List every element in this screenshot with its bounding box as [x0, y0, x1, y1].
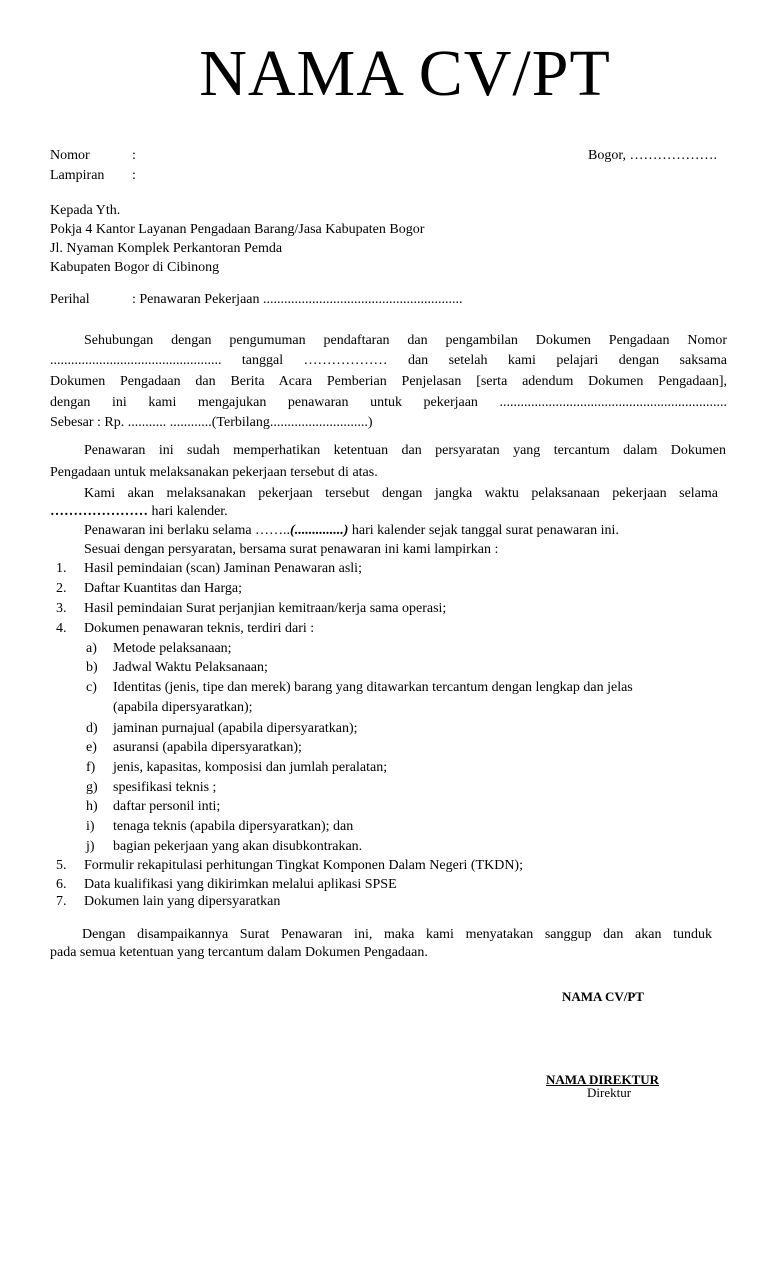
validity-text: Penawaran ini berlaku selama …….. — [84, 523, 291, 538]
subject-label: Perihal — [50, 292, 90, 307]
list-num: 4. — [56, 621, 67, 636]
body-line: ................................................. tanggal ……………… dan setelah kami pelajari dengan saksama — [50, 353, 727, 368]
sub-letter: c) — [86, 680, 97, 695]
sub-letter: b) — [86, 660, 98, 675]
sub-item: jenis, kapasitas, komposisi dan jumlah peralatan; — [113, 760, 388, 775]
sub-letter: h) — [86, 799, 98, 814]
validity-rest: hari kalender sejak tanggal surat penawaran ini. — [348, 523, 619, 538]
sub-letter: d) — [86, 721, 98, 736]
list-num: 1. — [56, 561, 67, 576]
nomor-colon: : — [132, 148, 136, 163]
sub-letter: e) — [86, 740, 97, 755]
list-item: Dokumen lain yang dipersyaratkan — [84, 894, 281, 909]
sub-item: Identitas (jenis, tipe dan merek) barang yang ditawarkan tercantum dengan lengkap dan jelas — [113, 680, 633, 695]
list-item: Dokumen penawaran teknis, terdiri dari : — [84, 621, 315, 636]
list-item: Daftar Kuantitas dan Harga; — [84, 581, 242, 596]
sub-letter: a) — [86, 641, 97, 656]
closing-line: pada semua ketentuan yang tercantum dalam Dokumen Pengadaan. — [50, 945, 428, 960]
body-line: Dokumen Pengadaan dan Berita Acara Pemberian Penjelasan [serta adendum Dokumen Pengadaan], — [50, 374, 727, 389]
body-line: Kami akan melaksanakan pekerjaan tersebut dengan jangka waktu pelaksanaan pekerjaan selama — [84, 486, 718, 501]
sub-item: asuransi (apabila dipersyaratkan); — [113, 740, 302, 755]
list-num: 2. — [56, 581, 67, 596]
duration-dots: ………………… — [50, 504, 148, 519]
list-item: Formulir rekapitulasi perhitungan Tingkat Komponen Dalam Negeri (TKDN); — [84, 858, 523, 873]
body-line: Sebesar : Rp. ........... ............(Terbilang............................) — [50, 415, 373, 430]
body-line: Sehubungan dengan pengumuman pendaftaran dan pengambilan Dokumen Pengadaan Nomor — [84, 333, 727, 348]
sub-letter: i) — [86, 819, 95, 834]
list-item: Hasil pemindaian Surat perjanjian kemitraan/kerja sama operasi; — [84, 601, 447, 616]
list-item: Hasil pemindaian (scan) Jaminan Penawaran asli; — [84, 561, 362, 576]
body-line — [50, 503, 228, 520]
subject-value: : Penawaran Pekerjaan ......................................................... — [132, 292, 463, 307]
sub-letter: g) — [86, 780, 98, 795]
lampiran-label: Lampiran — [50, 168, 105, 183]
list-num: 3. — [56, 601, 67, 616]
sub-letter: f) — [86, 760, 96, 775]
sub-item: tenaga teknis (apabila dipersyaratkan); dan — [113, 819, 354, 834]
sub-item: Metode pelaksanaan; — [113, 641, 232, 656]
sub-item: Jadwal Waktu Pelaksanaan; — [113, 660, 268, 675]
recipient-line: Kabupaten Bogor di Cibinong — [50, 260, 220, 275]
closing-line: Dengan disampaikannya Surat Penawaran ini, maka kami menyatakan sanggup dan akan tunduk — [82, 927, 712, 942]
body-line — [84, 522, 619, 539]
body-line: Penawaran ini sudah memperhatikan ketentuan dan persyaratan yang tercantum dalam Dokumen — [84, 443, 726, 458]
recipient-line: Jl. Nyaman Komplek Perkantoran Pemda — [50, 241, 283, 256]
sub-letter: j) — [86, 839, 95, 854]
company-title: NAMA CV/PT — [199, 37, 611, 110]
validity-blank: (..............) — [290, 523, 349, 538]
body-line: Sesuai dengan persyaratan, bersama surat penawaran ini kami lampirkan : — [84, 542, 499, 557]
sub-item-cont: (apabila dipersyaratkan); — [113, 700, 253, 715]
list-item: Data kualifikasi yang dikirimkan melalui aplikasi SPSE — [84, 877, 397, 892]
sub-item: bagian pekerjaan yang akan disubkontrakan. — [113, 839, 363, 854]
recipient-line: Kepada Yth. — [50, 203, 121, 218]
nomor-label: Nomor — [50, 148, 90, 163]
duration-rest: hari kalender. — [148, 504, 228, 519]
list-num: 6. — [56, 877, 67, 892]
sub-item: spesifikasi teknis ; — [113, 780, 217, 795]
director-name: NAMA DIREKTUR — [546, 1072, 660, 1087]
recipient-line: Pokja 4 Kantor Layanan Pengadaan Barang/Jasa Kabupaten Bogor — [50, 222, 425, 237]
body-line: Pengadaan untuk melaksanakan pekerjaan tersebut di atas. — [50, 465, 378, 480]
lampiran-colon: : — [132, 168, 136, 183]
sub-item: daftar personil inti; — [113, 799, 221, 814]
body-line: dengan ini kami mengajukan penawaran untuk pekerjaan ................................................................. — [50, 395, 727, 410]
sub-item: jaminan purnajual (apabila dipersyaratkan); — [113, 721, 358, 736]
director-title: Direktur — [587, 1085, 632, 1100]
signature-company: NAMA CV/PT — [562, 989, 644, 1004]
city-date: Bogor, ………………. — [588, 148, 717, 163]
list-num: 7. — [56, 894, 67, 909]
list-num: 5. — [56, 858, 67, 873]
